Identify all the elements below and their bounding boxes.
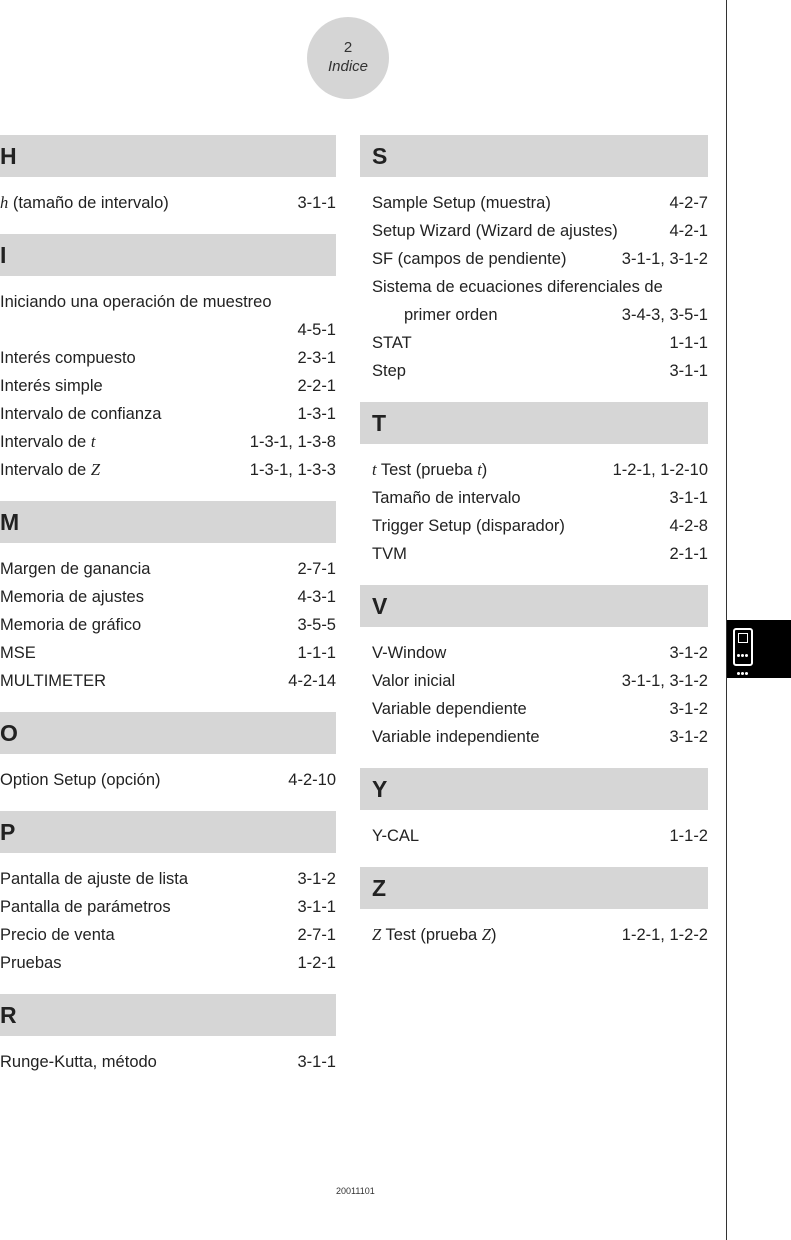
index-entry[interactable]: Pruebas 1-2-1: [0, 954, 336, 972]
index-entry[interactable]: Y-CAL 1-1-2: [372, 827, 708, 845]
section-header: Z: [360, 867, 708, 909]
chapter-badge: [307, 17, 389, 99]
index-entry[interactable]: Valor inicial 3-1-1, 3-1-2: [372, 672, 708, 690]
section-y: [360, 768, 708, 850]
section-m: [0, 501, 336, 695]
section-header: M: [0, 501, 336, 543]
index-entry[interactable]: TVM 2-1-1: [372, 545, 708, 563]
section-header: Y: [360, 768, 708, 810]
index-entry[interactable]: Iniciando una operación de muestreo 4-5-1: [0, 293, 336, 339]
index-entry[interactable]: Step 3-1-1: [372, 362, 708, 380]
index-entry[interactable]: Interés simple 2-2-1: [0, 377, 336, 395]
index-entry[interactable]: V-Window 3-1-2: [372, 644, 708, 662]
index-entry[interactable]: Intervalo de confianza 1-3-1: [0, 405, 336, 423]
index-entry[interactable]: Intervalo de Z 1-3-1, 1-3-3: [0, 460, 336, 479]
index-entry[interactable]: Setup Wizard (Wizard de ajustes) 4-2-1: [372, 222, 708, 240]
section-t: [360, 402, 708, 568]
index-entry[interactable]: h (tamaño de intervalo) 3-1-1: [0, 193, 336, 212]
index-entry[interactable]: Intervalo de t 1-3-1, 1-3-8: [0, 432, 336, 451]
index-entry[interactable]: Pantalla de ajuste de lista 3-1-2: [0, 870, 336, 888]
index-entry[interactable]: MULTIMETER 4-2-14: [0, 672, 336, 690]
index-column-left: [0, 135, 336, 1093]
section-r: [0, 994, 336, 1076]
chapter-tab[interactable]: [727, 620, 791, 678]
index-entry[interactable]: Runge-Kutta, método 3-1-1: [0, 1053, 336, 1071]
index-entry[interactable]: Interés compuesto 2-3-1: [0, 349, 336, 367]
index-entry[interactable]: MSE 1-1-1: [0, 644, 336, 662]
index-entry[interactable]: Precio de venta 2-7-1: [0, 926, 336, 944]
index-entry[interactable]: Variable independiente 3-1-2: [372, 728, 708, 746]
index-column-right: [360, 135, 708, 966]
chapter-label: Indice: [327, 58, 369, 75]
section-header: H: [0, 135, 336, 177]
index-entry[interactable]: Sample Setup (muestra) 4-2-7: [372, 194, 708, 212]
section-s: [360, 135, 708, 385]
index-entry[interactable]: Pantalla de parámetros 3-1-1: [0, 898, 336, 916]
section-header: P: [0, 811, 336, 853]
section-i: [0, 234, 336, 484]
section-v: [360, 585, 708, 751]
index-entry[interactable]: Variable dependiente 3-1-2: [372, 700, 708, 718]
index-entry[interactable]: STAT 1-1-1: [372, 334, 708, 352]
section-header: S: [360, 135, 708, 177]
section-header: T: [360, 402, 708, 444]
section-p: [0, 811, 336, 977]
section-header: R: [0, 994, 336, 1036]
index-entry[interactable]: Trigger Setup (disparador) 4-2-8: [372, 517, 708, 535]
section-header: I: [0, 234, 336, 276]
section-h: [0, 135, 336, 217]
index-entry[interactable]: Margen de ganancia 2-7-1: [0, 560, 336, 578]
index-entry[interactable]: Sistema de ecuaciones diferenciales de primer orden 3-4-3, 3-5-1: [372, 278, 708, 324]
index-entry[interactable]: Z Test (prueba Z) 1-2-1, 1-2-2: [372, 925, 708, 944]
section-z: [360, 867, 708, 949]
index-entry[interactable]: SF (campos de pendiente) 3-1-1, 3-1-2: [372, 250, 708, 268]
index-entry[interactable]: Option Setup (opción) 4-2-10: [0, 771, 336, 789]
index-entry[interactable]: t Test (prueba t) 1-2-1, 1-2-10: [372, 460, 708, 479]
index-entry[interactable]: Memoria de gráfico 3-5-5: [0, 616, 336, 634]
chapter-number: 2: [343, 39, 353, 56]
calculator-icon: [733, 628, 753, 666]
section-header: O: [0, 712, 336, 754]
footer-code: 20011101: [336, 1186, 375, 1196]
index-entry[interactable]: Memoria de ajustes 4-3-1: [0, 588, 336, 606]
index-entry[interactable]: Tamaño de intervalo 3-1-1: [372, 489, 708, 507]
section-o: [0, 712, 336, 794]
section-header: V: [360, 585, 708, 627]
